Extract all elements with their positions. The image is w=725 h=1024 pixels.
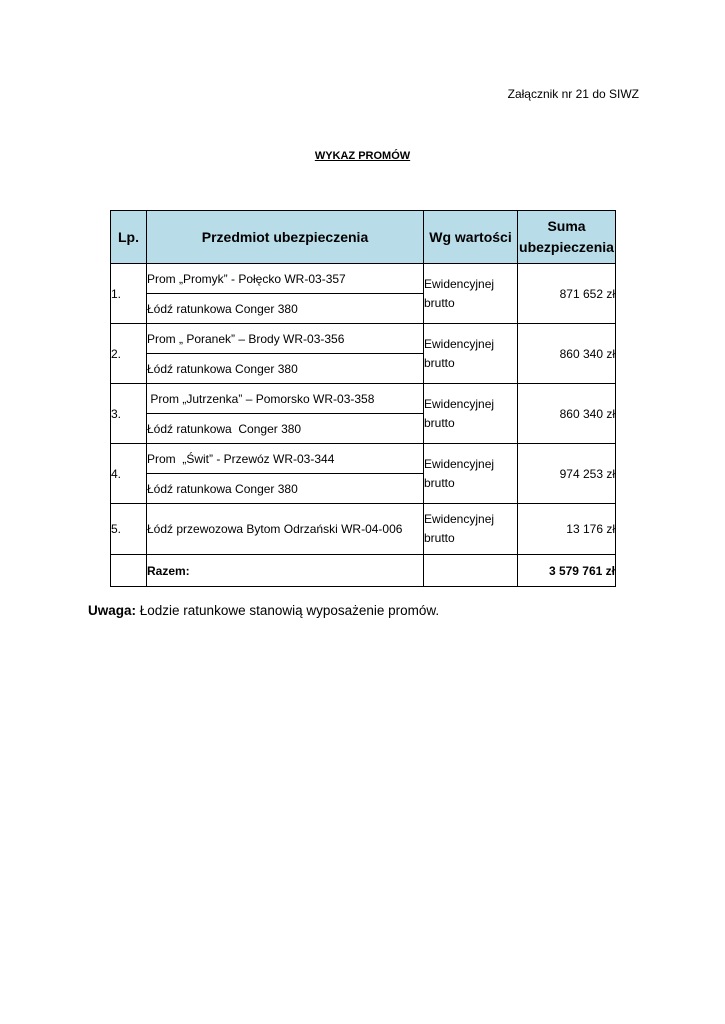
row-sum-insured: 871 652 zł [518,264,616,324]
ferry-list-table [110,210,616,587]
value-basis-line1: Ewidencyjnej [424,396,495,411]
table-row [111,324,616,354]
row-item-ferry: Prom „Świt” - Przewóz WR-03-344 [147,444,424,474]
row-value-basis [424,264,518,324]
annex-reference: Załącznik nr 21 do SIWZ [507,87,639,101]
table-row [111,384,616,414]
row-sum-insured: 974 253 zł [518,444,616,504]
row-number: 3. [111,384,147,444]
total-empty-cell [424,555,518,587]
row-item-lifeboat: Łódź ratunkowa Conger 380 [147,294,424,324]
table-row [111,264,616,294]
row-value-basis [424,444,518,504]
row-number: 4. [111,444,147,504]
total-empty-cell [111,555,147,587]
value-basis-line2: brutto [424,415,455,430]
row-value-basis [424,384,518,444]
total-sum: 3 579 761 zł [518,555,616,587]
row-sum-insured: 860 340 zł [518,324,616,384]
table-total-row [111,555,616,587]
row-value-basis [424,324,518,384]
value-basis-line2: brutto [424,295,455,310]
header-sum [518,211,616,264]
table-header-row [111,211,616,264]
table-row [111,504,616,555]
row-number: 1. [111,264,147,324]
value-basis-line1: Ewidencyjnej [424,456,495,471]
row-item-lifeboat: Łódź ratunkowa Conger 380 [147,354,424,384]
total-label: Razem: [147,555,424,587]
header-value: Wg wartości [424,211,518,264]
header-lp: Lp. [111,211,147,264]
document-title: WYKAZ PROMÓW [314,150,411,162]
row-item-ferry: Prom „Promyk” - Połęcko WR-03-357 [147,264,424,294]
row-number: 2. [111,324,147,384]
row-item-lifeboat: Łódź ratunkowa Conger 380 [147,414,424,444]
note [88,603,439,618]
row-item-ferry: Prom „Jutrzenka” – Pomorsko WR-03-358 [147,384,424,414]
note-label: Uwaga: [88,603,137,618]
value-basis-line2: brutto [424,355,455,370]
value-basis-line2: brutto [424,531,455,545]
row-sum-insured: 860 340 zł [518,384,616,444]
value-basis-line1: Ewidencyjnej [424,336,495,351]
header-subject: Przedmiot ubezpieczenia [147,211,424,264]
row-item-lifeboat: Łódź ratunkowa Conger 380 [147,474,424,504]
row-sum-insured: 13 176 zł [518,504,616,555]
value-basis-line2: brutto [424,475,455,490]
row-value-basis [424,504,518,555]
row-item-boat: Łódź przewozowa Bytom Odrzański WR-04-006 [147,504,424,555]
value-basis-line1: Ewidencyjnej [424,512,495,526]
row-item-ferry: Prom „ Poranek” – Brody WR-03-356 [147,324,424,354]
header-sum-line2: ubezpieczenia [519,239,614,255]
value-basis-line1: Ewidencyjnej [424,276,495,291]
header-sum-line1: Suma [547,218,586,234]
row-number: 5. [111,504,147,555]
note-text: Łodzie ratunkowe stanowią wyposażenie promów. [136,603,440,618]
table-row [111,444,616,474]
